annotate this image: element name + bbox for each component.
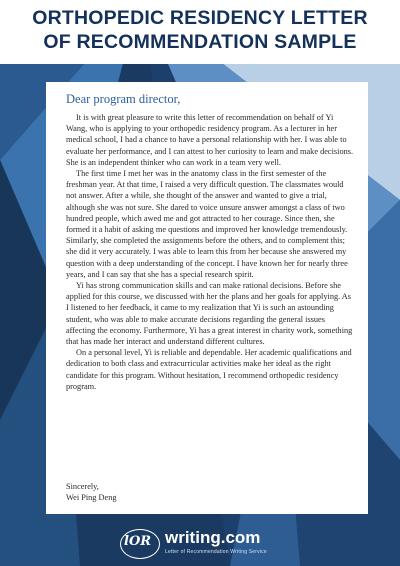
- letter-paragraph: On a personal level, Yi is reliable and dependable. Her academic qualifications and dedication to both class and extracurricular activities make her ideal as the right candidate for this program. Without hesitation, I recommend orthopedic residency program.: [66, 348, 352, 391]
- letter-paragraph: Yi has strong communication skills and can make rational decisions. Before she applied for this course, we discussed with her the plans and her goals for applying. As I listened to her feedback, it came to my realization that Yi is such an astounding student, who was able to make accurate decisions regarding the general issues affecting the economy. Furthermore, Yi has a great interest in charity work, something that has made her interact and understand different cultures.: [66, 281, 353, 347]
- title-line-2: OF RECOMMENDATION SAMPLE: [43, 31, 357, 53]
- closing-salutation: Sincerely,: [66, 482, 99, 491]
- logo-name: writing.com: [165, 528, 261, 547]
- letter-closing: [66, 481, 117, 503]
- letter-paragraph: It is with great pleasure to write this letter of recommendation on behalf of Yi Wang, who is applying to your orthopedic residency program. As a lecturer in her medical school, I had a chance to have a personal relationship with her. I was able to evaluate her performance, and I can attest to her curiosity to learn and make decisions. She is an independent thinker who can work in a team very well.: [66, 113, 354, 167]
- signature-name: Wei Ping Deng: [66, 493, 117, 503]
- letter-greeting: Dear program director,: [66, 92, 181, 106]
- logo-tagline: Letter of Recommendation Writing Service: [165, 549, 267, 555]
- title-line-1: ORTHOPEDIC RESIDENCY LETTER: [32, 7, 368, 29]
- logo-mark: lOR: [124, 534, 152, 549]
- page-title: [0, 6, 400, 54]
- letter-paragraph: The first time I met her was in the anatomy class in the first semester of the freshman year. At that time, I raised a very difficult question. The classmates would not answer. After a while, she thought of the answer and wanted to give a trial, although she was not sure. She dared to voice unsure answer amongst a class of two hundred people, which awed me and got attracted to her courage. Since then, she formed it a habit of asking me questions and improved her knowledge tremendously. Similarly, she completed the assignments before the others, and to complement this; she did it very accurately. I was able to learn this from her because she answered my question with a deep understanding of the concept. I have known her for nearly three years, and I can say that she has a special research spirit.: [66, 169, 348, 279]
- letter-body: [66, 112, 354, 392]
